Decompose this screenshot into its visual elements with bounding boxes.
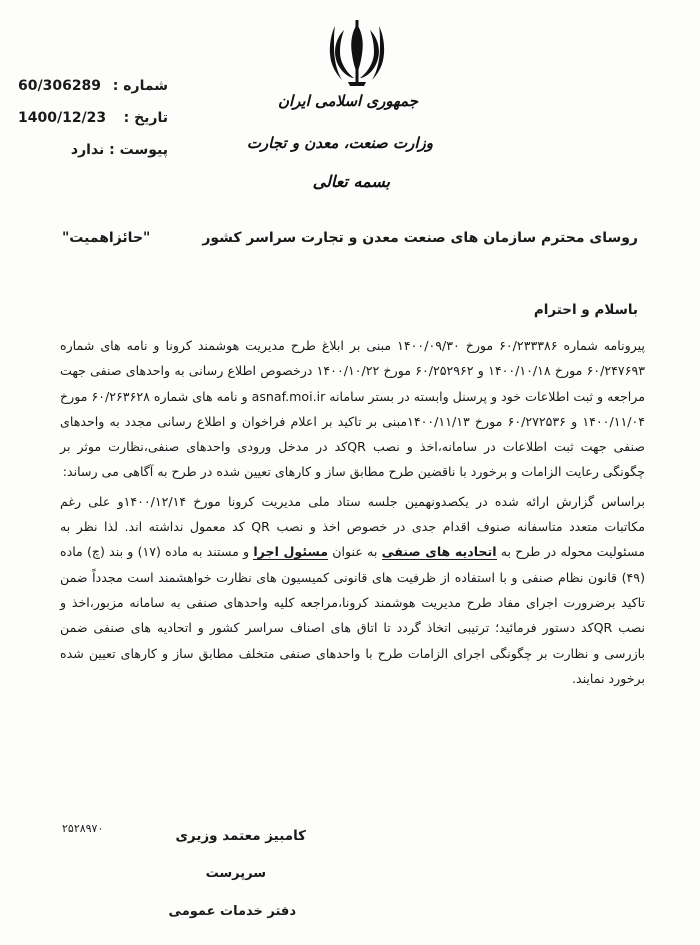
qr-term: QR [347,439,366,455]
letter-date-label: تاریخ : [123,110,168,126]
body-text-segment: و مستند به ماده (۱۷) و بند (چ) ماده (۴۹) قانون نظام صنفی و با استفاده از ظرفیت های قانونی کمیسیون های نظارت خواهشمند است مجدداً ضمن تاکید برضرورت اجرای مفاد طرح مدیریت هوشمند کرونا،مراجعه کلیه واحدهای صنفی به سامانه مزبور،اخذ و نصب [60,544,645,636]
signer-office: دفتر خدمات عمومی [168,904,296,919]
body-paragraph-2 [60,489,645,691]
bismillah-heading: بسمه تعالی [312,172,390,191]
body-text-segment: و نامه های شماره ۶۰/۲۶۳۶۲۸ مورخ ۱۴۰۰/۱۱/۰۴ و ۶۰/۲۷۲۵۳۶ مورخ ۱۴۰۰/۱۱/۱۳مبنی بر تاکید بر اعلام فراخوان و اطلاع رسانی مجدد به واحدهای صنفی جهت ثبت اطلاعات در سامانه،اخذ و نصب [60,388,645,455]
emphasized-unions: اتحادیه های صنفی [381,544,497,560]
letter-meta [18,70,168,166]
signer-name: کامبیز معتمد وزیری [175,828,306,844]
letter-date-value: 1400/12/23 [18,110,107,126]
signature-block [96,820,306,920]
letter-number-value: 60/306289 [18,78,102,94]
reference-number: ۲۵۲۸۹۷۰ [62,822,104,835]
emphasized-responsible: مسئول اجرا [253,544,329,560]
greeting: باسلام و احترام [533,302,638,318]
body-text-segment: به عنوان [332,544,378,560]
addressee-line: روسای محترم سازمان های صنعت معدن و تجارت سراسر کشور [202,230,638,246]
body-text-segment: پیرونامه شماره ۶۰/۲۳۳۳۸۶ مورخ ۱۴۰۰/۰۹/۳۰ مبنی بر ابلاغ طرح مدیریت هوشمند کرونا و نامه های شماره ۶۰/۲۴۷۶۹۳ مورخ ۱۴۰۰/۱۰/۱۸ و ۶۰/۲۵۲۹۶۲ مورخ ۱۴۰۰/۱۰/۲۲ درخصوص اطلاع رسانی به واحدهای صنفی جهت مراجعه و ثبت اطلاعات خود و پرسنل وابسته در بستر سامانه [60,338,645,404]
importance-label: "حائزاهمیت" [62,230,151,246]
republic-title: جمهوری اسلامی ایران [277,92,418,110]
body-paragraph-1 [60,333,645,485]
letter-attachment: پیوست : ندارد [70,142,168,158]
qr-term: QR [251,519,270,535]
iran-emblem-icon [326,18,388,88]
website-address: asnaf.moi.ir [251,388,326,404]
letter-body [60,333,645,691]
signer-title: سرپرست [205,866,266,881]
ministry-title: وزارت صنعت، معدن و تجارت [246,134,433,152]
letter-attachment-row [18,134,168,166]
body-text-segment: کد معمول نداشته اند. لذا نظر به مسئولیت محوله در طرح به [60,519,645,560]
body-text-segment: براساس گزارش ارائه شده در یکصدونهمین جلسه ستاد ملی مدیریت کرونا مورخ ۱۴۰۰/۱۲/۱۴و علی رغم مکاتبات متعدد متاسفانه صنوف اقدام جدی در خصوص اخذ و نصب [60,493,645,535]
qr-term: QR [593,620,613,636]
body-text-segment: کد دستور فرمائید؛ ترتیبی اتخاذ گردد تا اتاق های اصناف سراسر کشور و اتحادیه های صنفی ضمن بازرسی و نظارت بر چگونگی اجرای الزامات طرح با واحدهای صنفی متخلف مطابق ساز و کارهای تعیین شده برخورد نمایند. [60,620,645,686]
body-text-segment: کد در مدخل ورودی واحدهای صنفی،نظارت موثر بر چگونگی رعایت الزامات و برخورد با ناقضین طرح مطابق ساز و کارهای تعیین شده در طرح به آگاهی می رساند: [60,439,645,480]
letter-number-label: شماره : [112,78,168,94]
letter-date-row [18,102,168,134]
letter-number-row [18,70,168,102]
